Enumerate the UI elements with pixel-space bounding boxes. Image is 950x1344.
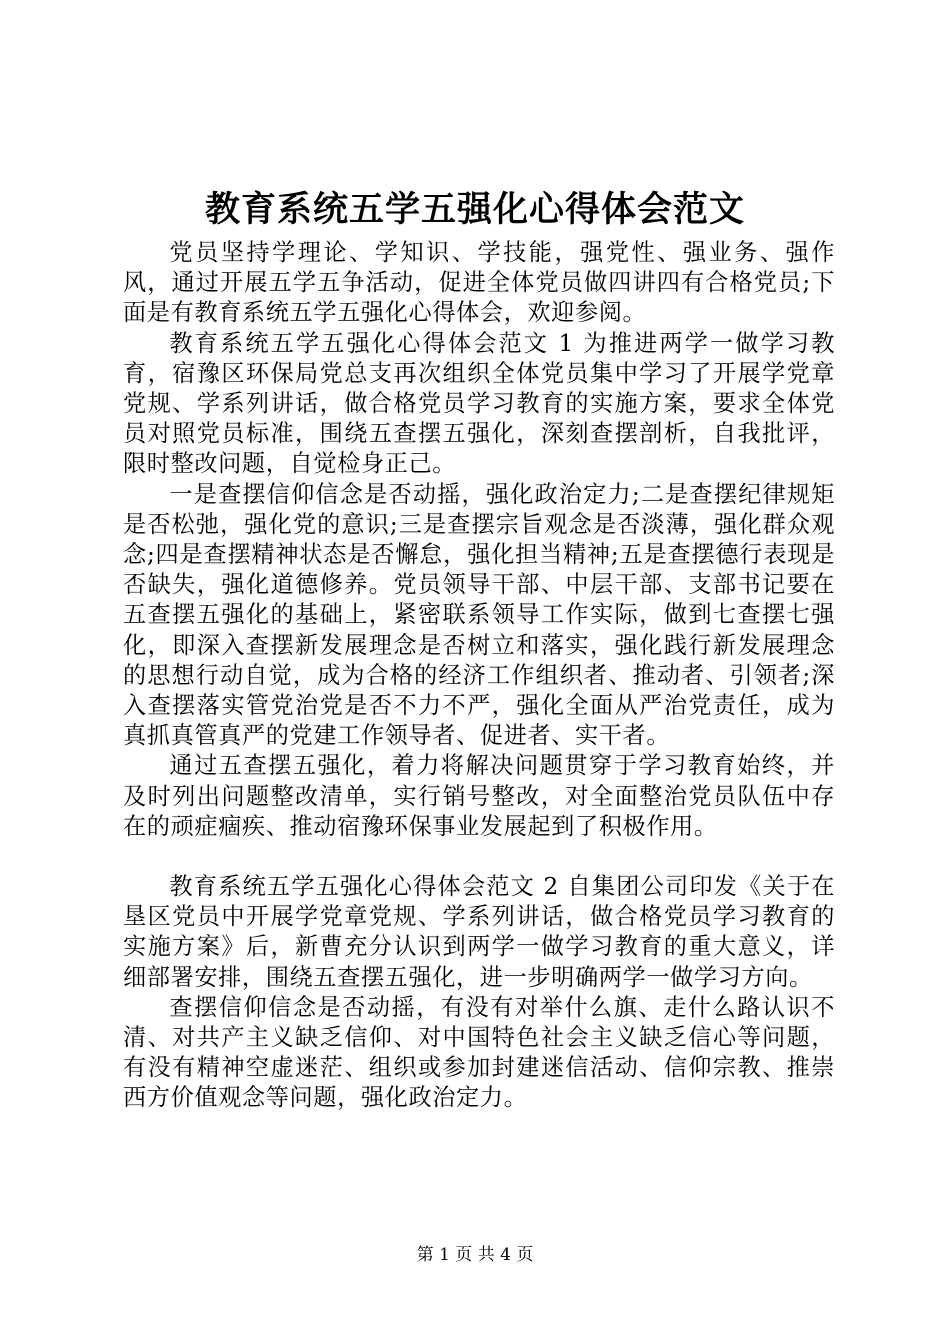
document-body (123, 238, 835, 1114)
paragraph-intro: 党员坚持学理论、学知识、学技能，强党性、强业务、强作风，通过开展五学五争活动，促进全体党员做四讲四有合格党员;下面是有教育系统五学五强化心得体会，欢迎参阅。 (123, 239, 835, 327)
paragraph-faith-check: 查摆信仰信念是否动摇，有没有对举什么旗、走什么路认识不清、对共产主义缺乏信仰、对中国特色社会主义缺乏信心等问题，有没有精神空虚迷茫、组织或参加封建迷信活动、信仰宗教、推崇西方价值观念等问题，强化政治定力。 (123, 993, 835, 1112)
page-number-footer: 第 1 页 共 4 页 (416, 1245, 534, 1265)
paragraph-five-checks: 一是查摆信仰信念是否动摇，强化政治定力;二是查摆纪律规矩是否松弛，强化党的意识;三是查摆宗旨观念是否淡薄，强化群众观念;四是查摆精神状态是否懈怠，强化担当精神;五是查摆德行表现是否缺失，强化道德修养。党员领导干部、中层干部、支部书记要在五查摆五强化的基础上，紧密联系领导工作实际，做到七查摆七强化，即深入查摆新发展理念是否树立和落实，强化践行新发展理念的思想行动自觉，成为合格的经济工作组织者、推动者、引领者;深入查摆落实管党治党是否不力不严，强化全面从严治党责任，成为真抓真管真严的党建工作领导者、促进者、实干者。 (123, 480, 835, 750)
paragraph-sample-1: 教育系统五学五强化心得体会范文 1 为推进两学一做学习教育，宿豫区环保局党总支再次组织全体党员集中学习了开展学党章党规、学系列讲话，做合格党员学习教育的实施方案，要求全体党员对照党员标准，围绕五查摆五强化，深刻查摆剖析，自我批评，限时整改问题，自觉检身正己。 (123, 329, 835, 478)
document-title: 教育系统五学五强化心得体会范文 (204, 189, 745, 230)
paragraph-outcome: 通过五查摆五强化，着力将解决问题贯穿于学习教育始终，并及时列出问题整改清单，实行销号整改，对全面整治党员队伍中存在的顽症痼疾、推动宿豫环保事业发展起到了积极作用。 (123, 752, 835, 840)
paragraph-sample-2: 教育系统五学五强化心得体会范文 2 自集团公司印发《关于在垦区党员中开展学党章党规、学系列讲话，做合格党员学习教育的实施方案》后，新曹充分认识到两学一做学习教育的重大意义，详细部署安排，围绕五查摆五强化，进一步明确两学一做学习方向。 (123, 873, 835, 991)
